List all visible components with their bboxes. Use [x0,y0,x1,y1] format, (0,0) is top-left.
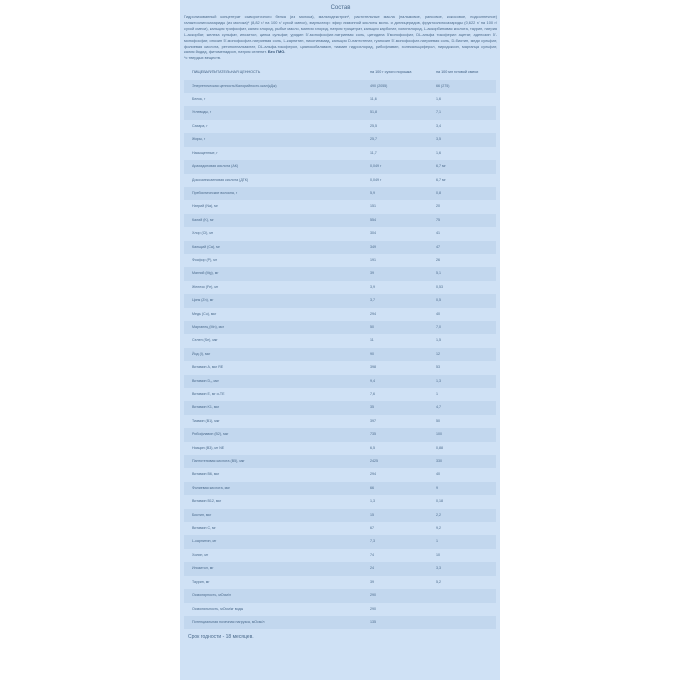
table-row [184,522,496,535]
value-per-100g: 51,8 [362,106,428,119]
nutrient-name: Фосфор (P), мг [192,257,218,262]
value-per-100ml: 1 [428,535,496,548]
nutrient-name: Пантотеновая кислота (B5), мкг [184,455,362,468]
value-per-100ml: 50 [436,418,440,423]
value-per-100ml [428,589,496,602]
nutrient-name: Потенциальная почечная нагрузка, мОсм/л [184,616,362,629]
value-per-100g: 490 (2055) [362,80,428,93]
value-per-100g: 294 [370,472,376,477]
gmo-note: Без ГМО. [267,49,286,55]
value-per-100ml: 1,5 [436,338,441,343]
value-per-100g: 7,3 [362,535,428,548]
value-per-100g: 35 [362,401,428,414]
nutrient-name: Калий (K), мг [184,214,362,227]
value-per-100ml: 53 [436,365,440,370]
value-per-100ml: 5,2 [436,579,441,584]
nutrient-name: Энергетическая ценность/Калорийность ккал(кДж) [184,80,362,93]
nutrient-name: Витамин B12, мкг [192,499,222,504]
header-per-100g-powder: на 100 г сухого порошка [370,70,412,75]
value-per-100g: 3,7 [362,294,428,307]
table-row [184,616,496,629]
table-row [184,442,496,455]
value-per-100ml: 3,4 [436,123,441,128]
table-row [184,160,496,173]
value-per-100g: 6,5 [370,445,375,450]
table-row [184,348,496,361]
product-info-panel [180,0,500,680]
value-per-100g: 304 [370,231,376,236]
value-per-100g: 735 [362,428,428,441]
value-per-100ml: 0,5 [428,294,496,307]
value-per-100g: 39 [370,579,374,584]
nutrient-name: Жиры, г [184,133,362,146]
table-row [184,174,496,187]
value-per-100ml: 0,53 [436,284,443,289]
nutrient-name: Осмолярность, мОсм/л [184,589,362,602]
nutrient-name: Витамин B6, мкг [192,472,220,477]
table-row [184,227,496,240]
table-row [184,388,496,401]
value-per-100ml: 12 [428,348,496,361]
nutrient-name: Селен (Se), мкг [192,338,218,343]
section-title: Состав [330,5,351,11]
nutrition-table [184,66,496,629]
composition-text [184,14,497,61]
value-per-100g: 398 [370,365,376,370]
value-per-100ml: 0,88 [436,445,443,450]
value-per-100g: 554 [362,214,428,227]
nutrient-name: Сахара, г [192,123,208,128]
nutrient-name: Пребиотические волокна, г [184,187,362,200]
table-row [184,254,496,267]
table-row [184,106,496,119]
table-row [184,509,496,522]
value-per-100ml: 2,2 [428,509,496,522]
value-per-100g: 290 [370,606,376,611]
nutrient-name: Инозитол, мг [184,562,362,575]
value-per-100g: 294 [370,311,376,316]
table-row [184,120,496,133]
nutrient-name: Натрий (Na), мг [192,204,218,209]
table-row [184,133,496,146]
table-row [184,321,496,334]
table-row [184,455,496,468]
value-per-100g: 25,7 [362,133,428,146]
nutrient-name: Холин, мг [192,552,209,557]
table-row [184,147,496,160]
nutrient-name: Витамин E, мг α-TE [192,392,225,396]
table-row [184,93,496,106]
value-per-100ml: 1,3 [428,375,496,388]
value-per-100ml: 10 [436,552,440,557]
nutrition-header-row [184,66,496,79]
nutrient-name: Осмоляльность, мОсм/кг воды [192,606,244,611]
nutrient-name: Рибофлавин (B2), мкг [184,428,362,441]
table-row [184,294,496,307]
value-per-100g: 39 [362,267,428,280]
nutrient-name: Углеводы, г [184,106,362,119]
value-per-100g: 25,5 [370,123,377,128]
value-per-100ml: 0,18 [436,499,443,504]
value-per-100g: 0,049 г [362,160,428,173]
value-per-100ml: 47 [428,241,496,254]
value-per-100ml: 26 [436,257,440,262]
table-row [184,334,496,347]
table-row [184,549,496,562]
table-row [184,576,496,589]
table-row [184,468,496,481]
table-row [184,187,496,200]
value-per-100g: 11 [370,338,374,343]
composition-footnote: *с твердых веществ. [184,55,222,61]
value-per-100ml: 330 [428,455,496,468]
value-per-100ml: 9 [428,482,496,495]
nutrient-name: Витамин C, мг [192,526,216,531]
nutrient-name: Фолиевая кислота, мкг [184,482,362,495]
value-per-100ml: 40 [436,472,440,477]
nutrient-name: Докозагексаеновая кислота (ДГК) [192,177,249,182]
value-per-100g: 397 [370,418,376,423]
value-per-100ml [428,603,496,616]
nutrient-name: Витамин K1, мкг [184,401,362,414]
nutrient-name: Биотин, мкг [184,509,362,522]
nutrient-name: Белок, г [192,97,206,102]
table-row [184,535,496,548]
composition-ingredients: Гидролизованный концентрат сывороточного белка (из молока), мальтодекстрин*, растительные масла (пальмовое, рапсовое, кокосовое, подсолнечное) галактоолигосахариды (из молока)* (8,82 г/ на 100 г/ сухой смеси), эмульгатор: эфир лимонной кислоты моно- и диглицеридов, фруктоолигосахариды (0,622 г/ на 100 г/ сухой смеси), кальция трифосфат, калия хлорид, рыбье масло, магния хлорид, натрия трицитрат, кальция карбонат, холинхлорид, L-аскорбиновая кислота, таурин, натрия L-аскорбат, железа сульфат, инозитол, цинка сульфат, уридин 5'-монофосфат-натриевая соль, цитидина 5'монофосфат, DL-альфа токоферил ацетат, аденозин 5'-монофосфат, инозин 5'-монофосфат-натриевая соль, L-карнитин, никотинамид, кальция D-пантотенат, гуанозин 5'-монофосфат-натриевая соль, D-биотин, меди сульфат, фолиевая кислота, ретинолпальмитат, DL-альфа-токоферол, цианокобаламин, тиамин гидрохлорид, рибофлавин, холекальциферол, пиридоксин, марганца сульфат, калия йодид, фитоменадион, натрия селенит. [184,14,497,55]
value-per-100ml: 5,1 [428,267,496,280]
nutrient-name: Кальций (Ca), мг [184,241,362,254]
nutrient-name: Витамин A, мкг RE [192,365,224,370]
table-row [184,495,496,508]
nutrient-name: Медь (Cu), мкг [192,311,217,316]
value-per-100ml: 6,7 мг [428,160,496,173]
value-per-100g: 1,3 [370,499,375,504]
table-row [184,241,496,254]
nutrient-name: Ниацин (B3), мг NE [192,445,225,450]
value-per-100ml [428,616,496,629]
nutrient-name: Хлор (Cl), мг [192,231,214,236]
nutrition-table-body [184,80,496,630]
nutrient-name: Таурин, мг [192,579,210,584]
value-per-100g: 67 [370,526,374,531]
table-row [184,603,496,616]
table-row [184,562,496,575]
value-per-100g: 0,049 г [370,177,382,182]
value-per-100ml: 1,6 [436,97,441,102]
nutrient-name: Тиамин (B1), мкг [192,418,220,423]
nutrient-name: Арахидоновая кислота (АК) [184,160,362,173]
value-per-100ml: 7,0 [428,321,496,334]
value-per-100ml: 0,8 [428,187,496,200]
nutrient-name: Магний (Mg), мг [184,267,362,280]
value-per-100g: 50 [362,321,428,334]
value-per-100g: 135 [362,616,428,629]
value-per-100ml: 41 [436,231,440,236]
value-per-100g: 90 [362,348,428,361]
value-per-100ml: 66 (275) [428,80,496,93]
value-per-100g: 3,9 [370,284,375,289]
value-per-100ml: 40 [436,311,440,316]
nutrient-name: Насыщенные, г [192,150,218,155]
value-per-100g: 290 [362,589,428,602]
value-per-100ml: 75 [428,214,496,227]
value-per-100g: 9,4 [362,375,428,388]
value-per-100g: 24 [362,562,428,575]
table-row [184,80,496,93]
nutrient-name: Йод (I), мкг [184,348,362,361]
value-per-100g: 11,7 [370,150,377,155]
header-nutrient: ПИЩЕВАЯ/ПИТАТЕЛЬНАЯ ЦЕННОСТЬ [192,70,261,75]
table-row [184,375,496,388]
value-per-100g: 15 [362,509,428,522]
value-per-100g: 66 [362,482,428,495]
nutrient-name: Цинк (Zn), мг [184,294,362,307]
value-per-100g: 74 [370,552,374,557]
nutrient-name: Железо (Fe), мг [192,284,219,289]
value-per-100ml: 4,7 [428,401,496,414]
table-row [184,281,496,294]
table-row [184,267,496,280]
table-row [184,401,496,414]
value-per-100g: 7,6 [370,392,375,396]
value-per-100g: 191 [370,257,376,262]
value-per-100ml: 6,7 мг [436,177,446,182]
value-per-100ml: 1,6 [436,150,441,155]
header-per-100ml-formula: на 100 мл готовой смеси [436,70,479,75]
table-row [184,428,496,441]
nutrient-name: L-карнитин, мг [184,535,362,548]
shelf-life-note: Срок годности - 18 месяцев. [188,634,254,641]
table-row [184,415,496,428]
nutrient-name: Марганец (Mn), мкг [184,321,362,334]
value-per-100ml: 20 [436,204,440,209]
value-per-100ml: 100 [428,428,496,441]
table-row [184,589,496,602]
value-per-100ml: 3,5 [428,133,496,146]
table-row [184,214,496,227]
value-per-100ml: 7,1 [428,106,496,119]
table-row [184,308,496,321]
value-per-100g: 5,9 [362,187,428,200]
value-per-100g: 151 [370,204,376,209]
value-per-100ml: 3,3 [428,562,496,575]
value-per-100g: 11,6 [370,97,377,102]
value-per-100g: 2425 [362,455,428,468]
value-per-100ml: 1 [436,392,438,396]
table-row [184,361,496,374]
value-per-100ml: 9,2 [436,526,441,531]
value-per-100g: 349 [362,241,428,254]
table-row [184,482,496,495]
table-row [184,200,496,213]
nutrient-name: Витамин D₃, мкг [184,375,362,388]
